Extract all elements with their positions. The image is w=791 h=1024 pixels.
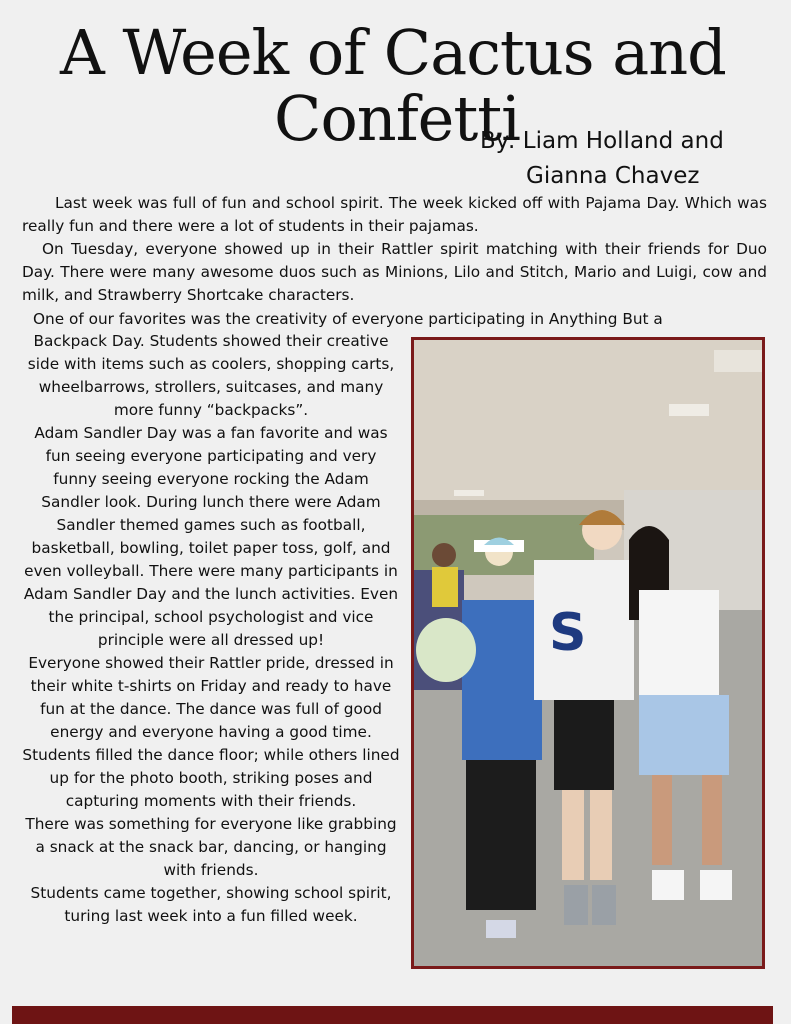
paragraph-duo-day: On Tuesday, everyone showed up in their Rattler spirit matching with their friends for Duo Day. There were many awesome duos such as Minions, Lilo and Stitch, Mario and Luigi, cow and milk, and Strawberry Shortcake characters. (22, 240, 767, 304)
article-title-line-1: A Week of Cactus and (60, 16, 726, 89)
paragraph-pajama-day: Last week was full of fun and school spirit. The week kicked off with Pajama Day. Which was really fun and there were a lot of students in their pajamas. (22, 194, 767, 235)
svg-text:S: S (549, 603, 587, 663)
byline (480, 124, 770, 194)
article-title-line-2: Confetti (274, 82, 520, 155)
byline-authors-line-1: By: Liam Holland and (480, 128, 724, 154)
paragraph-conclusion: Students came together, showing school spirit, turing last week into a fun filled week. (30, 884, 392, 925)
left-text-column (22, 330, 400, 928)
footer-bar (12, 1006, 773, 1024)
paragraph-backpack-day: Backpack Day. Students showed their creative side with items such as coolers, shopping carts, wheelbarrows, strollers, suitcases, and many more funny “backpacks”. (27, 332, 395, 419)
students-photo-illustration (414, 340, 762, 966)
paragraph-anything-but-a-backpack-start: One of our favorites was the creativity of everyone participating in Anything But a (33, 310, 663, 328)
paragraph-something-for-everyone: There was something for everyone like grabbing a snack at the snack bar, dancing, or hanging with friends. (25, 815, 397, 879)
byline-authors-line-2: Gianna Chavez (526, 163, 700, 189)
paragraph-adam-sandler-day: Adam Sandler Day was a fan favorite and was fun seeing everyone participating and very funny seeing everyone rocking the Adam Sandler look. During lunch there were Adam Sandler themed games such as football, basketball, bowling, toilet paper toss, golf, and even volleyball. There were many participants in Adam Sandler Day and the lunch activities. Even the principal, school psychologist and vice principle were all dressed up! (23, 424, 399, 649)
paragraph-friday-dance: Everyone showed their Rattler pride, dressed in their white t-shirts on Friday and ready to have fun at the dance. The dance was full of good energy and everyone having a good time. Students filled the dance floor; while others lined up for the photo booth, striking poses and capturing moments with their friends. (22, 654, 400, 810)
students-photo (411, 337, 765, 969)
